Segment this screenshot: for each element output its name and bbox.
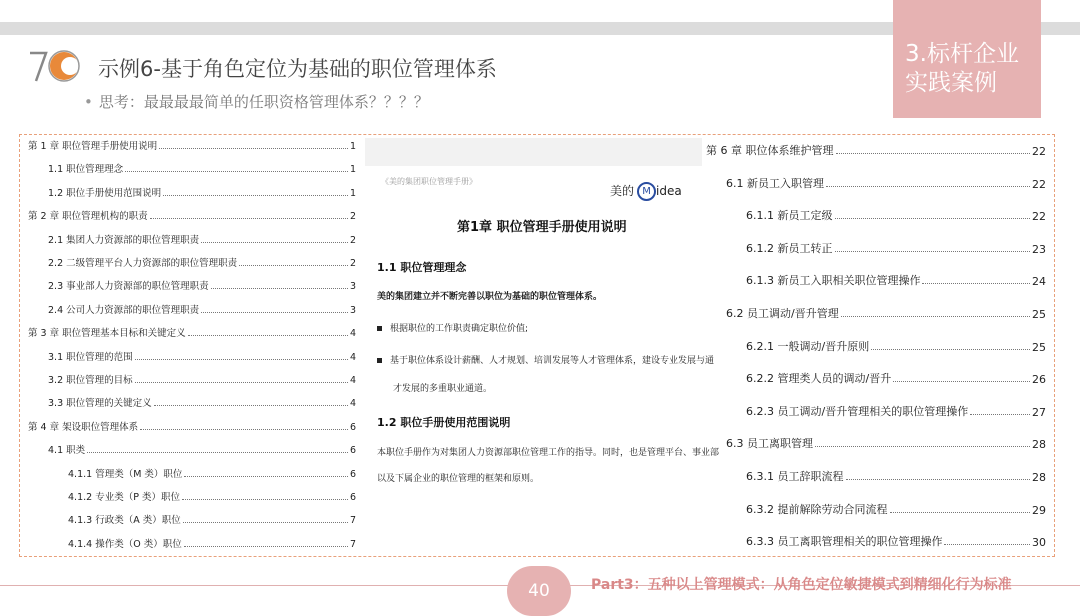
section-badge-line-2: 实践案例 [905, 70, 997, 96]
section-badge [893, 0, 1041, 118]
toc-right-column [706, 136, 1048, 554]
toc-leader-dots [970, 414, 1030, 415]
toc-entry-page: 6 [349, 445, 356, 457]
toc-left-entry [28, 302, 356, 316]
toc-leader-dots [922, 283, 1030, 284]
toc-left-entry [28, 208, 356, 222]
toc-entry-page: 3 [349, 304, 356, 316]
document-paragraph-2: 本职位手册作为对集团人力资源部职位管理工作的指导。同时，也是管理平台、事业部 [377, 448, 720, 458]
toc-entry-page: 2 [349, 234, 356, 246]
toc-leader-dots [890, 512, 1031, 513]
toc-entry-title: 6.1 新员工入职管理 [726, 176, 824, 190]
document-heading-1: 1.1 职位管理理念 [377, 261, 467, 274]
document-bullet-2-text: 基于职位体系设计薪酬、人才规划、培训发展等人才管理体系，建设专业发展与通 [390, 356, 715, 366]
toc-leader-dots [183, 522, 348, 523]
toc-leader-dots [826, 186, 1030, 187]
brand-name-en: idea [656, 184, 682, 198]
toc-left-entry [28, 138, 356, 152]
toc-right-entry [746, 207, 1046, 223]
toc-entry-title: 6.1.3 新员工入职相关职位管理操作 [746, 274, 921, 288]
document-bullet-2-cont: 才发展的多重职业通道。 [393, 384, 493, 394]
toc-entry-page: 25 [1032, 308, 1046, 321]
toc-entry-page: 2 [349, 258, 356, 269]
toc-entry-title: 6.2.2 管理类人员的调动/晋升 [746, 372, 892, 386]
toc-right-entry [746, 240, 1046, 256]
toc-entry-page: 4 [349, 351, 356, 363]
toc-leader-dots [135, 382, 348, 383]
toc-right-entry [746, 403, 1046, 419]
toc-right-entry [746, 370, 1046, 386]
bullet-square-icon [377, 358, 382, 363]
toc-leader-dots [871, 349, 1030, 350]
toc-leader-dots [836, 153, 1031, 154]
toc-leader-dots [184, 476, 348, 477]
toc-leader-dots [154, 405, 348, 406]
toc-leader-dots [135, 359, 348, 360]
document-paragraph-3: 以及下属企业的职位管理的框架和原则。 [377, 474, 540, 484]
document-page-shade [365, 138, 702, 166]
toc-entry-page: 28 [1032, 438, 1046, 452]
toc-right-entry [706, 142, 1046, 158]
toc-entry-title: 6.2.1 一般调动/晋升原则 [746, 339, 870, 353]
toc-entry-title: 4.1.3 行政类（A 类）职位 [68, 515, 181, 527]
toc-entry-title: 2.2 二级管理平台人力资源部的职位管理职责 [48, 258, 238, 269]
document-heading-2: 1.2 职位手册使用范围说明 [377, 416, 511, 429]
document-page-preview [365, 138, 720, 550]
toc-left-entry [28, 372, 356, 386]
toc-entry-title: 4.1.1 管理类（M 类）职位 [68, 468, 183, 480]
toc-left-entry [28, 185, 356, 199]
toc-leader-dots [815, 446, 1030, 447]
toc-entry-title: 第 3 章 职位管理基本目标和关键定义 [28, 328, 186, 340]
toc-entry-page: 22 [1032, 177, 1046, 191]
brand-logo [610, 182, 682, 201]
toc-entry-title: 4.1.2 专业类（P 类）职位 [68, 492, 180, 503]
toc-left-entry [28, 255, 356, 269]
toc-entry-title: 1.2 职位手册使用范围说明 [48, 187, 162, 199]
toc-entry-title: 3.3 职位管理的关键定义 [48, 398, 152, 410]
page-number: 40 [507, 566, 571, 616]
toc-leader-dots [125, 171, 348, 172]
toc-entry-title: 6.2.3 员工调动/晋升管理相关的职位管理操作 [746, 404, 969, 418]
toc-entry-title: 6.3.2 提前解除劳动合同流程 [746, 502, 888, 516]
toc-leader-dots [182, 499, 348, 500]
toc-leader-dots [239, 265, 348, 266]
toc-entry-page: 3 [349, 281, 356, 293]
toc-entry-title: 第 6 章 职位体系维护管理 [706, 144, 834, 157]
toc-left-entry [28, 512, 356, 526]
toc-entry-page: 4 [349, 328, 356, 340]
toc-left-entry [28, 325, 356, 339]
toc-entry-title: 6.1.1 新员工定级 [746, 209, 833, 223]
toc-left-entry [28, 489, 356, 503]
toc-entry-title: 6.3.1 员工辞职流程 [746, 470, 844, 483]
toc-entry-page: 1 [349, 164, 356, 176]
toc-entry-title: 6.3 员工离职管理 [726, 437, 813, 451]
toc-leader-dots [87, 452, 348, 453]
section-badge-line-1: 3.标杆企业 [905, 41, 1019, 67]
toc-entry-title: 3.2 职位管理的目标 [48, 375, 133, 386]
toc-leader-dots [159, 148, 348, 149]
toc-right-entry [746, 338, 1046, 354]
toc-right-entry [726, 305, 1046, 321]
toc-leader-dots [201, 242, 348, 243]
footer-caption: Part3：五种以上管理模式：从角色定位敏捷模式到精细化行为标准 [591, 577, 1012, 593]
toc-leader-dots [163, 195, 348, 196]
toc-entry-page: 24 [1032, 275, 1046, 289]
brand-name: 美的 [610, 184, 635, 198]
toc-entry-title: 第 2 章 职位管理机构的职责 [28, 211, 148, 223]
toc-right-entry [746, 501, 1046, 517]
toc-right-entry [726, 435, 1046, 451]
toc-entry-title: 2.1 集团人力资源部的职位管理职责 [48, 234, 200, 246]
toc-entry-page: 29 [1032, 503, 1046, 517]
document-bullet-1 [377, 321, 528, 334]
toc-left-entry [28, 442, 356, 456]
toc-left-entry [28, 466, 356, 480]
toc-entry-page: 22 [1032, 210, 1046, 224]
toc-leader-dots [184, 546, 348, 547]
page-subtitle [84, 91, 429, 112]
toc-leader-dots [140, 429, 348, 430]
document-bullet-1-text: 根据职位的工作职责确定职位价值; [390, 324, 529, 334]
toc-leader-dots [835, 251, 1031, 252]
toc-left-entry [28, 349, 356, 363]
toc-entry-page: 4 [349, 375, 356, 386]
toc-entry-title: 4.1 职类 [48, 445, 86, 457]
company-logo [28, 45, 84, 85]
toc-entry-title: 2.3 事业部人力资源部的职位管理职责 [48, 281, 209, 293]
toc-leader-dots [944, 544, 1030, 545]
toc-right-entry [746, 533, 1046, 549]
bullet-square-icon [377, 326, 382, 331]
toc-entry-title: 6.2 员工调动/晋升管理 [726, 307, 839, 320]
toc-right-entry [746, 468, 1046, 484]
toc-entry-page: 6 [349, 468, 356, 480]
subtitle-text: 思考：最最最最简单的任职资格管理体系？？？？ [98, 93, 429, 111]
toc-leader-dots [201, 312, 348, 313]
toc-leader-dots [211, 288, 348, 289]
toc-left-entry [28, 395, 356, 409]
toc-entry-page: 7 [349, 538, 356, 550]
toc-leader-dots [841, 316, 1030, 317]
toc-entry-page: 28 [1032, 471, 1046, 484]
toc-entry-title: 第 4 章 架设职位管理体系 [28, 421, 139, 433]
toc-entry-title: 3.1 职位管理的范围 [48, 351, 133, 363]
brand-m-icon: M [637, 182, 656, 201]
toc-entry-page: 27 [1032, 405, 1046, 419]
toc-leader-dots [846, 479, 1031, 480]
toc-leader-dots [835, 218, 1031, 219]
toc-left-entry [28, 419, 356, 433]
bullet-icon: • [84, 93, 93, 111]
page-title: 示例6-基于角色定位为基础的职位管理体系 [98, 57, 497, 81]
toc-entry-page: 22 [1032, 145, 1046, 158]
toc-left-entry [28, 278, 356, 292]
toc-entry-page: 6 [349, 492, 356, 503]
toc-entry-page: 30 [1032, 536, 1046, 550]
toc-entry-title: 6.1.2 新员工转正 [746, 241, 833, 255]
toc-entry-page: 7 [349, 515, 356, 527]
toc-entry-title: 第 1 章 职位管理手册使用说明 [28, 141, 158, 152]
toc-entry-page: 23 [1032, 242, 1046, 256]
toc-leader-dots [150, 218, 348, 219]
toc-left-entry [28, 536, 356, 550]
toc-entry-page: 4 [349, 398, 356, 410]
toc-right-entry [726, 175, 1046, 191]
toc-entry-title: 6.3.3 员工离职管理相关的职位管理操作 [746, 535, 943, 549]
document-header-note: 《美的集团职位管理手册》 [381, 177, 477, 186]
toc-entry-page: 25 [1032, 340, 1046, 354]
toc-left-entry [28, 161, 356, 175]
toc-entry-page: 6 [349, 421, 356, 433]
document-paragraph-1: 美的集团建立并不断完善以职位为基础的职位管理体系。 [377, 292, 603, 302]
toc-left-entry [28, 232, 356, 246]
toc-leader-dots [188, 335, 348, 336]
toc-entry-title: 2.4 公司人力资源部的职位管理职责 [48, 304, 200, 316]
toc-entry-title: 4.1.4 操作类（O 类）职位 [68, 538, 182, 550]
toc-right-entry [746, 272, 1046, 288]
document-chapter-title: 第1章 职位管理手册使用说明 [457, 220, 627, 235]
document-bullet-2 [377, 353, 714, 366]
toc-entry-page: 2 [349, 211, 356, 223]
toc-leader-dots [893, 381, 1030, 382]
toc-entry-title: 1.1 职位管理理念 [48, 164, 124, 176]
toc-left-column [28, 136, 358, 554]
toc-entry-page: 1 [349, 141, 356, 152]
toc-entry-page: 1 [349, 187, 356, 199]
toc-entry-page: 26 [1032, 373, 1046, 387]
